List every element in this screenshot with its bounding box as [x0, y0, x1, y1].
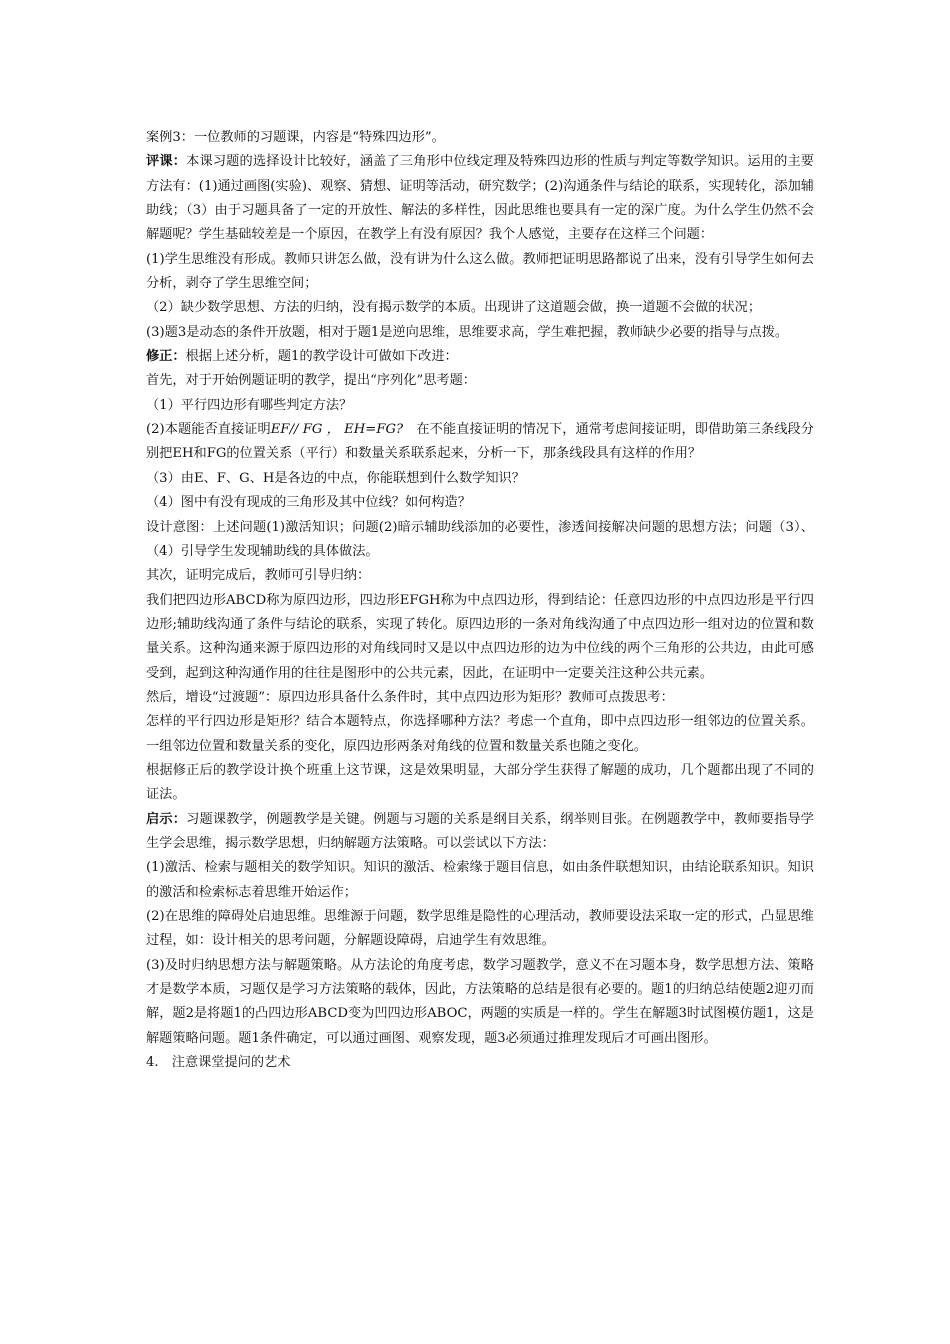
paragraph-problem-1: (1)学生思维没有形成。教师只讲怎么做，没有讲为什么这么做。教师把证明思路都说了出来，没有引导学生如何去分析，剥夺了学生思维空间；	[146, 251, 814, 292]
document-page	[146, 126, 814, 1075]
paragraph-design-intent: 设计意图：上述问题(1)激活知识；问题(2)暗示辅助线添加的必要性，渗透间接解决问题的思想方法；问题（3）、（4）引导学生发现辅助线的具体做法。	[146, 519, 814, 559]
paragraph-method-2: (2)在思维的障碍处启迪思维。思维源于问题，数学思维是隐性的心理活动，教师要设法采取一定的形式，凸显思维过程，如：设计相关的思考问题，分解题设障碍，启迪学生有效思维。	[146, 909, 814, 949]
paragraph-method-1: (1)激活、检索与题相关的数学知识。知识的激活、检索缘于题目信息，如由条件联想知识，由结论联系知识。知识的激活和检索标志着思维开始运作；	[146, 860, 814, 900]
label-review: 评课：	[146, 154, 187, 170]
paragraph-rectangle: 怎样的平行四边形是矩形？结合本题特点，你选择哪种方法？考虑一个直角，即中点四边形一组邻边的位置关系。一组邻边位置和数量关系的变化，原四边形两条对角线的位置和数量关系也随之变化。	[146, 714, 814, 754]
paragraph-first: 首先，对于开始例题证明的教学，提出“序列化”思考题：	[146, 373, 476, 389]
paragraph-second: 其次，证明完成后，教师可引导归纳：	[146, 568, 371, 584]
paragraph-conclusion: 我们把四边形ABCD称为原四边形，四边形EFGH称为中点四边形，得到结论：任意四边形的中点四边形是平行四边形;辅助线沟通了条件与结论的联系，实现了转化。原四边形的一条对角线沟通了中点四边形一组对边的位置和数量关系。这种沟通来源于原四边形的对角线同时又是以中点四边形的边为中位线的两个三角形的公共边，由此可感受到，起到这种沟通作用的往往是图形中的公共元素，因此，在证明中一定要关注这种公共元素。	[146, 592, 814, 681]
paragraph-question-1: （1）平行四边形有哪些判定方法？	[146, 397, 353, 413]
section-heading-4: 4. 注意课堂提问的艺术	[146, 1055, 291, 1071]
paragraph-problem-2: （2）缺少数学思想、方法的归纳，没有揭示数学的本质。出现讲了这道题会做，换一道题不会做的状况；	[146, 300, 762, 316]
paragraph-result: 根据修正后的教学设计换个班重上这节课，这是效果明显，大部分学生获得了解题的成功，几个题都出现了不同的证法。	[146, 762, 814, 803]
paragraph-problem-3: (3)题3是动态的条件开放题，相对于题1是逆向思维，思维要求高，学生难把握，教师缺少必要的指导与点拨。	[146, 324, 789, 340]
paragraph-method-3: (3)及时归纳思想方法与解题策略。从方法论的角度考虑，数学习题教学，意义不在习题本身，数学思想方法、策略才是数学本质，习题仅是学习方法策略的载体，因此，方法策略的总结是很有必要的。题1的归纳总结使题2迎刃而解，题2是将题1的凸四边形ABCD变为凹四边形ABOC，两题的实质是一样的。学生在解题3时试图模仿题1，这是解题策略问题。题1条件确定，可以通过画图、观察发现，题3必须通过推理发现后才可画出图形。	[146, 957, 814, 1046]
paragraph-review: 评课：本课习题的选择设计比较好，涵盖了三角形中位线定理及特殊四边形的性质与判定等数学知识。运用的主要方法有：(1)通过画图(实验)、观察、猜想、证明等活动，研究数学；(2)沟通条件与结论的联系，实现转化，添加辅助线；（3）由于习题具备了一定的开放性、解法的多样性，因此思维也要具有一定的深广度。为什么学生仍然不会解题呢？学生基础较差是一个原因，在教学上有没有原因？我个人感觉，主要存在这样三个问题：	[146, 154, 814, 243]
paragraph-question-3: （3）由E、F、G、H是各边的中点，你能联想到什么数学知识？	[146, 470, 525, 486]
paragraph-question-4: （4）图中有没有现成的三角形及其中位线？如何构造？	[146, 495, 471, 511]
label-insight: 启示：	[146, 811, 187, 827]
label-revision: 修正：	[146, 349, 186, 365]
math-expression: EF// FG ， EH=FG?	[270, 422, 404, 438]
paragraph-case-intro: 案例3：一位教师的习题课，内容是“特殊四边形”。	[146, 130, 445, 145]
paragraph-insight: 启示：习题课教学，例题教学是关键。例题与习题的关系是纲目关系，纲举则目张。在例题教学中，教师要指导学生学会思维，揭示数学思想，归纳解题方法策略。可以尝试以下方法：	[146, 811, 814, 851]
paragraph-then: 然后，增设“过渡题”：原四边形具备什么条件时，其中点四边形为矩形？教师可点拨思考：	[146, 689, 674, 705]
paragraph-revision: 修正：根据上述分析，题1的教学设计可做如下改进：	[146, 349, 458, 365]
paragraph-question-2: (2)本题能否直接证明EF// FG ， EH=FG? 在不能直接证明的情况下，通常考虑间接证明，即借助第三条线段分别把EH和FG的位置关系（平行）和数量关系联系起来，分析一下，那条线段具有这样的作用？	[146, 422, 814, 462]
